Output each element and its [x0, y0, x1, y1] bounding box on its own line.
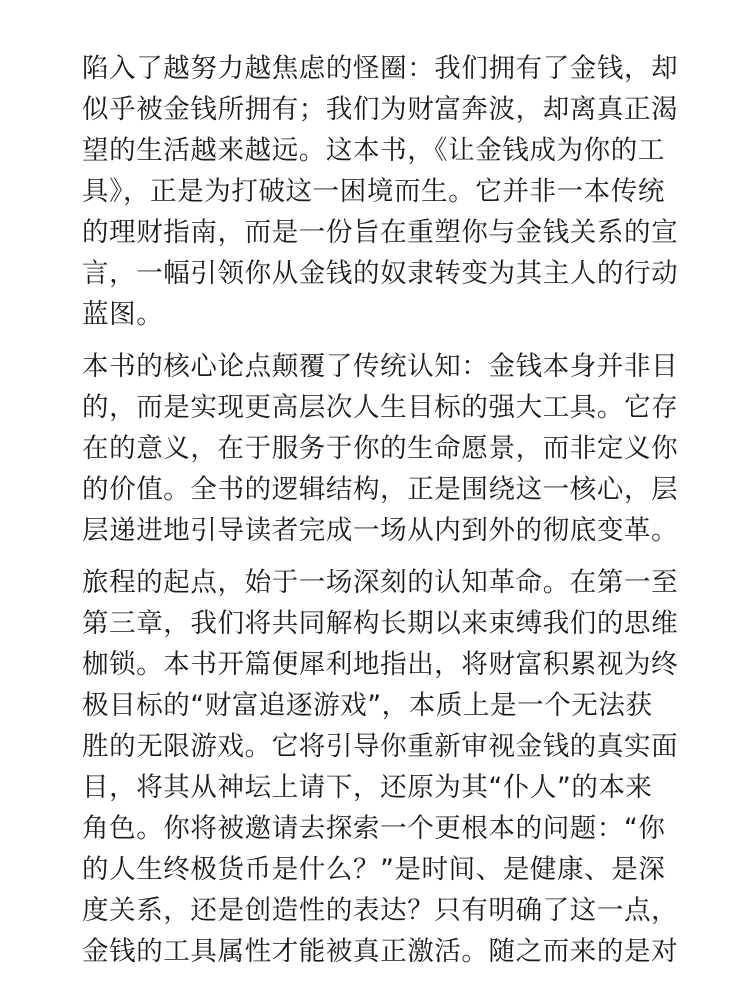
text-line: 极目标的“财富追逐游戏”，本质上是一个无法获 — [82, 690, 653, 721]
text-line: 的人生终极货币是什么？”是时间、是健康、是深 — [82, 854, 666, 885]
text-line: 第三章，我们将共同解构长期以来束缚我们的思维 — [82, 608, 679, 639]
text-line: 枷锁。本书开篇便犀利地指出，将财富积累视为终 — [82, 649, 679, 680]
text-line: 的，而是实现更高层次人生目标的强大工具。它存 — [82, 392, 679, 423]
paragraph-1 — [82, 48, 679, 335]
text-line: 旅程的起点，始于一场深刻的认知革命。在第一至 — [82, 567, 679, 598]
text-line: 目，将其从神坛上请下，还原为其“仆人”的本来 — [82, 772, 653, 803]
text-line: 层递进地引导读者完成一场从内到外的彻底变革。 — [82, 515, 679, 546]
text-line: 言，一幅引领你从金钱的奴隶转变为其主人的行动 — [82, 258, 679, 289]
paragraph-3 — [82, 562, 679, 972]
paragraph-2 — [82, 346, 679, 551]
text-line: 度关系，还是创造性的表达？只有明确了这一点， — [82, 895, 679, 926]
document-page — [82, 48, 679, 983]
text-line: 的价值。全书的逻辑结构，正是围绕这一核心，层 — [82, 474, 679, 505]
text-line: 本书的核心论点颠覆了传统认知：金钱本身并非目 — [82, 351, 679, 382]
text-line: 陷入了越努力越焦虑的怪圈：我们拥有了金钱，却 — [82, 53, 679, 84]
text-line: 在的意义，在于服务于你的生命愿景，而非定义你 — [82, 433, 679, 464]
text-line: 金钱的工具属性才能被真正激活。随之而来的是对 — [82, 936, 679, 967]
text-line: 的理财指南，而是一份旨在重塑你与金钱关系的宣 — [82, 217, 679, 248]
text-line: 望的生活越来越远。这本书，《让金钱成为你的工 — [82, 135, 665, 166]
text-line: 角色。你将被邀请去探索一个更根本的问题：“你 — [82, 813, 666, 844]
text-line: 似乎被金钱所拥有；我们为财富奔波，却离真正渴 — [82, 94, 679, 125]
text-line: 具》，正是为打破这一困境而生。它并非一本传统 — [82, 176, 665, 207]
text-line: 胜的无限游戏。它将引导你重新审视金钱的真实面 — [82, 731, 679, 762]
text-line: 蓝图。 — [82, 299, 164, 330]
